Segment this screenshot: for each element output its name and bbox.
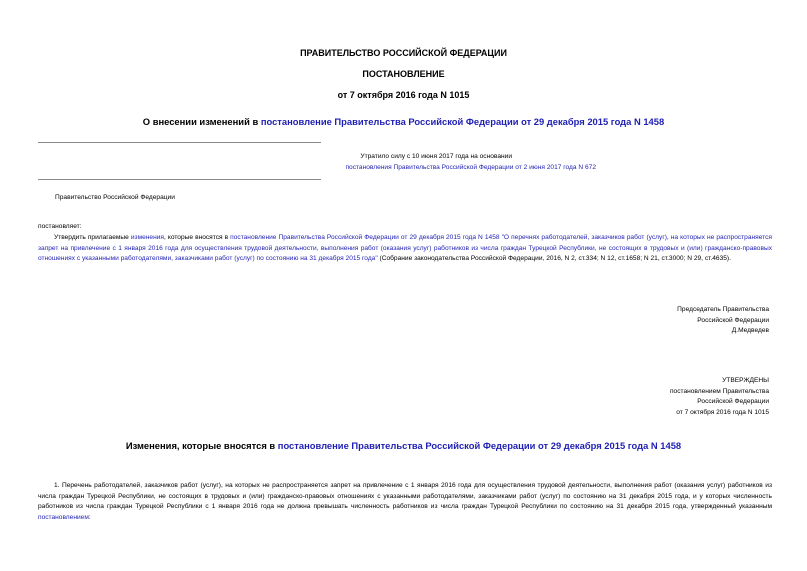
signature-block — [560, 305, 769, 337]
document-type-heading: ПОСТАНОВЛЕНИЕ — [362, 69, 445, 79]
status-note-link[interactable]: постановления Правительства Российской Федерации от 2 июня 2017 года N 672 — [345, 163, 596, 171]
item-1-paragraph — [38, 481, 772, 523]
status-divider-top — [38, 142, 321, 143]
item-1-end: : — [88, 513, 91, 521]
document-title-prefix: О внесении изменений в — [142, 116, 261, 127]
approved-line-3: Российской Федерации — [697, 398, 769, 405]
body-paragraph-1 — [38, 233, 772, 265]
changes-title-prefix: Изменения, которые вносятся в — [125, 440, 278, 451]
changes-title — [0, 440, 807, 451]
document-date-number: от 7 октября 2016 года N 1015 — [337, 90, 470, 100]
approved-line-1: УТВЕРЖДЕНЫ — [722, 377, 769, 384]
para1-text-1: Утвердить прилагаемые — [54, 234, 131, 241]
para1-text-2: , которые вносятся в — [163, 234, 231, 241]
item-1-text: 1. Перечень работодателей, заказчиков работ (услуг), на которых не распространяется запрет на привлечение с 1 января 2016 года для осуществления трудовой деятельности, выполнения работ (оказания услуг) работников из числа граждан Турецкой Республики, не состоящих в трудовых и (или) гражданско-правовых отношениях с указанными работодателями, заказчиками работ (услуг) по состоянию на 31 декабря 2015 года, и у которых численность работников из числа граждан Турецкой Республики с 1 января 2016 года не должна превышать численность работников из числа граждан Турецкой Республики по состоянию на 31 декабря 2015 года, утвержденный указанным — [38, 482, 772, 510]
signature-line-1: Председатель Правительства — [677, 306, 769, 313]
signature-line-3: Д.Медведев — [731, 327, 769, 334]
document-title-link[interactable]: постановление Правительства Российской Федерации от 29 декабря 2015 года N 1458 — [260, 116, 665, 127]
para1-text-3: (Собрание законодательства Российской Федерации, 2016, N 2, ст.334; N 12, ст.1658; N 21, ст.3000; N 29, ст.4635). — [377, 255, 731, 262]
approved-block — [560, 376, 769, 418]
para1-changes-link[interactable]: изменения — [130, 234, 164, 241]
approved-line-4: от 7 октября 2016 года N 1015 — [676, 408, 769, 416]
signature-line-2: Российской Федерации — [697, 316, 769, 324]
government-heading: ПРАВИТЕЛЬСТВО РОССИЙСКОЙ ФЕДЕРАЦИИ — [300, 48, 507, 58]
status-divider-bottom — [38, 179, 321, 180]
status-note-text: Утратило силу с 10 июня 2017 года на основании — [360, 153, 512, 160]
item-1-decree-link[interactable]: постановлением — [38, 513, 89, 521]
status-note — [0, 152, 596, 173]
body-decides: постановляет: — [38, 223, 82, 230]
document-title — [0, 116, 807, 127]
body-government: Правительство Российской Федерации — [55, 194, 175, 201]
para1-decree-link[interactable]: постановление Правительства Российской Федерации от 29 декабря 2015 года N 1458 "О перечнях работодателей, заказчиков работ (услуг), на которых не распространяется запрет на привлечение с 1 января 2016 года для осуществления трудовой деятельности, выполнения работ (оказания услуг) работников из числа граждан Турецкой Республики, не состоящих в трудовых и (или) гражданско-правовых отношениях с указанными работодателями, заказчиками работ (услуг) по состоянию на 31 декабря 2015 года" — [38, 234, 772, 262]
changes-title-link[interactable]: постановление Правительства Российской Федерации от 29 декабря 2015 года N 1458 — [277, 440, 682, 451]
approved-line-2: постановлением Правительства — [669, 387, 769, 395]
